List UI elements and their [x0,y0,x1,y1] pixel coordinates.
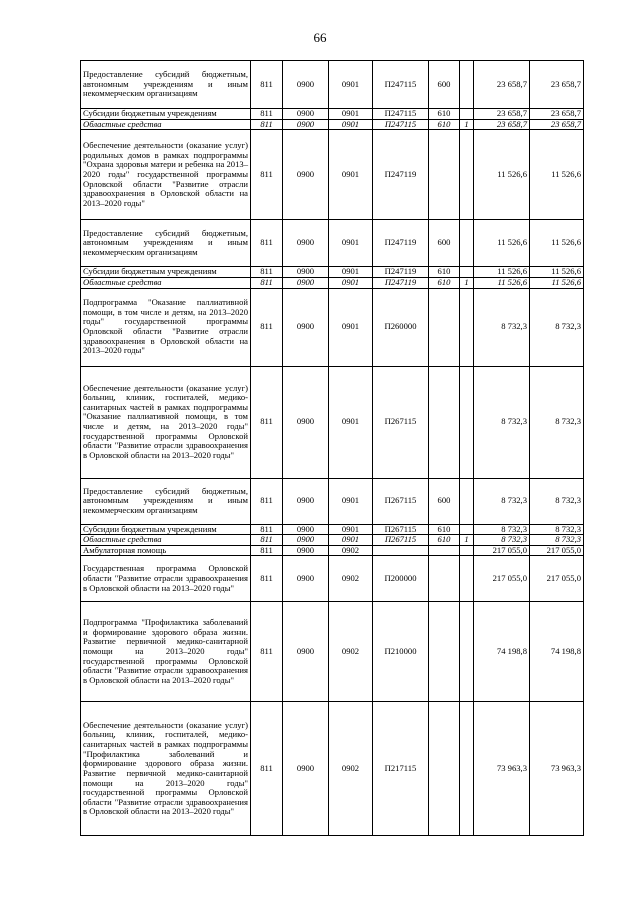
table-row [81,109,584,120]
amount-total-cell: 8 732,3 [530,524,584,535]
ministry-code-cell: 811 [251,288,283,366]
table-row [81,267,584,278]
description-cell: Предоставление субсидий бюджетным, автономным учреждениям и иным некоммерческим организациям [81,61,251,109]
table-row [81,119,584,130]
ministry-code-cell: 811 [251,556,283,602]
target-item-cell: П210000 [373,602,429,702]
amount-total-cell: 8 732,3 [530,288,584,366]
ministry-code-cell: 811 [251,61,283,109]
ministry-code-cell: 811 [251,366,283,478]
ministry-code-cell: 811 [251,130,283,220]
subsection-code-cell: 0901 [329,220,373,267]
amount-cell: 217 055,0 [474,545,530,556]
target-item-cell: П247115 [373,61,429,109]
subsection-code-cell: 0901 [329,524,373,535]
subsection-code-cell: 0901 [329,535,373,546]
target-item-cell: П247115 [373,109,429,120]
table-row [81,524,584,535]
table-row [81,366,584,478]
funding-source-cell [460,220,474,267]
target-item-cell: П267115 [373,524,429,535]
target-item-cell: П217115 [373,702,429,836]
amount-total-cell: 11 526,6 [530,130,584,220]
description-cell: Субсидии бюджетным учреждениям [81,524,251,535]
ministry-code-cell: 811 [251,545,283,556]
budget-table [80,60,584,836]
description-cell: Областные средства [81,535,251,546]
amount-total-cell: 217 055,0 [530,545,584,556]
expense-type-cell [429,288,460,366]
expense-type-cell: 610 [429,277,460,288]
amount-cell: 11 526,6 [474,267,530,278]
amount-total-cell: 73 963,3 [530,702,584,836]
funding-source-cell [460,61,474,109]
ministry-code-cell: 811 [251,478,283,524]
funding-source-cell [460,524,474,535]
expense-type-cell: 610 [429,535,460,546]
section-code-cell: 0900 [283,130,329,220]
amount-cell: 8 732,3 [474,535,530,546]
subsection-code-cell: 0901 [329,478,373,524]
ministry-code-cell: 811 [251,119,283,130]
ministry-code-cell: 811 [251,220,283,267]
table-row [81,535,584,546]
target-item-cell: П247115 [373,119,429,130]
amount-cell: 8 732,3 [474,366,530,478]
section-code-cell: 0900 [283,109,329,120]
amount-total-cell: 74 198,8 [530,602,584,702]
description-cell: Обеспечение деятельности (оказание услуг) больниц, клиник, госпиталей, медико-санитарных частей в рамках подпрограммы "Профилактика заболеваний и формирование здорового образа жизни. Развитие первичной медико-санитарной помощи на 2013–2020 годы" государственной программы Орловской области "Развитие отрасли здравоохранения в Орловской области на 2013–2020 годы" [81,702,251,836]
amount-cell: 73 963,3 [474,702,530,836]
table-row [81,61,584,109]
expense-type-cell: 600 [429,478,460,524]
expense-type-cell [429,545,460,556]
funding-source-cell [460,702,474,836]
funding-source-cell [460,556,474,602]
ministry-code-cell: 811 [251,109,283,120]
description-cell: Обеспечение деятельности (оказание услуг) больниц, клиник, госпиталей, медико-санитарных частей в рамках подпрограммы "Оказание паллиативной помощи, в том числе и детям, на 2013–2020 годы" государственной программы Орловской области "Развитие отрасли здравоохранения в Орловской области на 2013–2020 годы" [81,366,251,478]
funding-source-cell [460,109,474,120]
table-row [81,702,584,836]
expense-type-cell [429,130,460,220]
subsection-code-cell: 0901 [329,277,373,288]
section-code-cell: 0900 [283,545,329,556]
description-cell: Областные средства [81,119,251,130]
subsection-code-cell: 0902 [329,702,373,836]
amount-cell: 8 732,3 [474,478,530,524]
subsection-code-cell: 0901 [329,267,373,278]
expense-type-cell: 610 [429,109,460,120]
ministry-code-cell: 811 [251,602,283,702]
page-number: 66 [313,30,327,45]
amount-total-cell: 23 658,7 [530,61,584,109]
expense-type-cell [429,602,460,702]
amount-cell: 8 732,3 [474,288,530,366]
subsection-code-cell: 0901 [329,130,373,220]
description-cell: Предоставление субсидий бюджетным, автономным учреждениям и иным некоммерческим организациям [81,220,251,267]
amount-cell: 23 658,7 [474,61,530,109]
expense-type-cell [429,556,460,602]
description-cell: Субсидии бюджетным учреждениям [81,267,251,278]
funding-source-cell [460,130,474,220]
table-row [81,130,584,220]
expense-type-cell: 610 [429,524,460,535]
section-code-cell: 0900 [283,702,329,836]
section-code-cell: 0900 [283,535,329,546]
target-item-cell: П247119 [373,220,429,267]
amount-cell: 23 658,7 [474,109,530,120]
amount-cell: 11 526,6 [474,130,530,220]
amount-total-cell: 11 526,6 [530,220,584,267]
amount-cell: 23 658,7 [474,119,530,130]
amount-total-cell: 8 732,3 [530,478,584,524]
amount-cell: 217 055,0 [474,556,530,602]
expense-type-cell: 610 [429,267,460,278]
funding-source-cell [460,267,474,278]
expense-type-cell [429,702,460,836]
target-item-cell: П267115 [373,478,429,524]
section-code-cell: 0900 [283,556,329,602]
section-code-cell: 0900 [283,119,329,130]
amount-total-cell: 8 732,3 [530,535,584,546]
section-code-cell: 0900 [283,288,329,366]
ministry-code-cell: 811 [251,702,283,836]
table-row [81,220,584,267]
subsection-code-cell: 0901 [329,366,373,478]
amount-total-cell: 23 658,7 [530,119,584,130]
expense-type-cell [429,366,460,478]
target-item-cell: П267115 [373,535,429,546]
amount-cell: 11 526,6 [474,220,530,267]
subsection-code-cell: 0901 [329,109,373,120]
ministry-code-cell: 811 [251,277,283,288]
target-item-cell: П200000 [373,556,429,602]
target-item-cell: П247119 [373,277,429,288]
expense-type-cell: 600 [429,61,460,109]
subsection-code-cell: 0902 [329,545,373,556]
table-row [81,556,584,602]
section-code-cell: 0900 [283,267,329,278]
section-code-cell: 0900 [283,524,329,535]
amount-cell: 11 526,6 [474,277,530,288]
funding-source-cell: 1 [460,119,474,130]
section-code-cell: 0900 [283,61,329,109]
funding-source-cell [460,602,474,702]
description-cell: Субсидии бюджетным учреждениям [81,109,251,120]
ministry-code-cell: 811 [251,535,283,546]
section-code-cell: 0900 [283,220,329,267]
amount-cell: 74 198,8 [474,602,530,702]
table-row [81,277,584,288]
table-row [81,288,584,366]
funding-source-cell: 1 [460,535,474,546]
table-row [81,478,584,524]
section-code-cell: 0900 [283,602,329,702]
amount-total-cell: 11 526,6 [530,267,584,278]
target-item-cell: П267115 [373,366,429,478]
description-cell: Государственная программа Орловской области "Развитие отрасли здравоохранения в Орловской области на 2013–2020 годы" [81,556,251,602]
funding-source-cell: 1 [460,277,474,288]
section-code-cell: 0900 [283,277,329,288]
funding-source-cell [460,288,474,366]
target-item-cell: П260000 [373,288,429,366]
description-cell: Областные средства [81,277,251,288]
funding-source-cell [460,478,474,524]
funding-source-cell [460,366,474,478]
description-cell: Амбулаторная помощь [81,545,251,556]
description-cell: Подпрограмма "Оказание паллиативной помощи, в том числе и детям, на 2013–2020 годы" государственной программы Орловской области "Развитие отрасли здравоохранения в Орловской области на 2013–2020 годы" [81,288,251,366]
target-item-cell: П247119 [373,267,429,278]
table-row [81,602,584,702]
table-row [81,545,584,556]
ministry-code-cell: 811 [251,524,283,535]
expense-type-cell: 600 [429,220,460,267]
description-cell: Подпрограмма "Профилактика заболеваний и формирование здорового образа жизни. Развитие первичной медико-санитарной помощи на 2013–2020 годы" государственной программы Орловской области "Развитие отрасли здравоохранения в Орловской области на 2013–2020 годы" [81,602,251,702]
subsection-code-cell: 0901 [329,61,373,109]
expense-type-cell: 610 [429,119,460,130]
subsection-code-cell: 0902 [329,602,373,702]
target-item-cell [373,545,429,556]
amount-total-cell: 217 055,0 [530,556,584,602]
subsection-code-cell: 0902 [329,556,373,602]
subsection-code-cell: 0901 [329,119,373,130]
amount-cell: 8 732,3 [474,524,530,535]
amount-total-cell: 11 526,6 [530,277,584,288]
section-code-cell: 0900 [283,366,329,478]
description-cell: Предоставление субсидий бюджетным, автономным учреждениям и иным некоммерческим организациям [81,478,251,524]
description-cell: Обеспечение деятельности (оказание услуг) родильных домов в рамках подпрограммы "Охрана здоровья матери и ребенка на 2013–2020 годы" государственной программы Орловской области "Развитие отрасли здравоохранения в Орловской области на 2013–2020 годы" [81,130,251,220]
amount-total-cell: 23 658,7 [530,109,584,120]
amount-total-cell: 8 732,3 [530,366,584,478]
subsection-code-cell: 0901 [329,288,373,366]
target-item-cell: П247119 [373,130,429,220]
ministry-code-cell: 811 [251,267,283,278]
funding-source-cell [460,545,474,556]
section-code-cell: 0900 [283,478,329,524]
